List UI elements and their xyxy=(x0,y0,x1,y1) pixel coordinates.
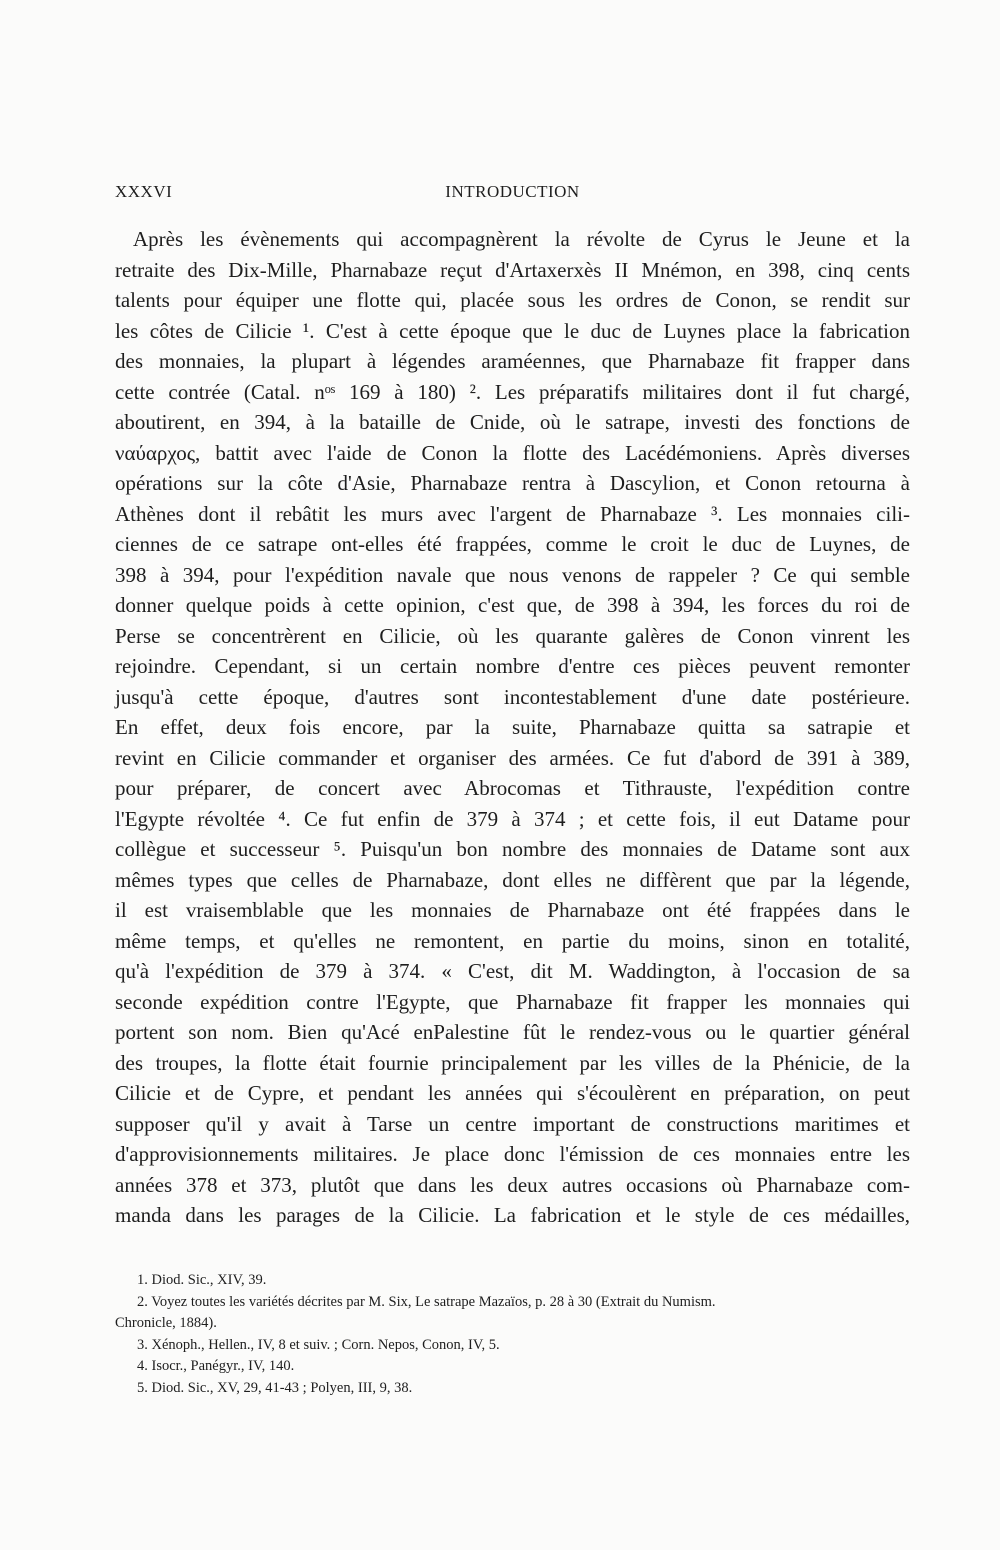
text-line: manda dans les parages de la Cilicie. La fabrication et le style de ces médailles, xyxy=(115,1203,910,1227)
text-line: aboutirent, en 394, à la bataille de Cnide, où le satrape, investi des fonctions de xyxy=(115,410,910,434)
text-line: donner quelque poids à cette opinion, c'est que, de 398 à 394, les forces du roi de xyxy=(115,593,910,617)
page-number: XXXVI xyxy=(115,182,173,201)
text-line: Perse se concentrèrent en Cilicie, où les quarante galères de Conon vinrent les xyxy=(115,623,910,648)
footnote: 2. Voyez toutes les variétés décrites par M. Six, Le satrape Mazaïos, p. 28 à 30 (Extrait du Numism. xyxy=(137,1293,716,1310)
footnote: 3. Xénoph., Hellen., IV, 8 et suiv. ; Corn. Nepos, Conon, IV, 5. xyxy=(137,1336,500,1353)
text-line: il est vraisemblable que les monnaies de Pharnabaze ont été frappées dans le xyxy=(115,898,910,922)
text-line: opérations sur la côte d'Asie, Pharnabaze rentra à Dascylion, et Conon retourna à xyxy=(115,471,910,495)
text-line: des monnaies, la plupart à légendes araméennes, que Pharnabaze fit frapper dans xyxy=(115,349,910,373)
page-title: INTRODUCTION xyxy=(445,182,580,201)
footnotes xyxy=(115,1270,910,1399)
text-line: d'approvisionnements militaires. Je place donc l'émission de ces monnaies entre les xyxy=(115,1142,910,1166)
text-line: Après les évènements qui accompagnèrent la révolte de Cyrus le Jeune et la xyxy=(133,227,910,251)
text-line: cette contrée (Catal. nᵒˢ 169 à 180) ². Les préparatifs militaires dont il fut chargé, xyxy=(115,379,910,404)
text-line: Athènes dont il rebâtit les murs avec l'argent de Pharnabaze ³. Les monnaies cili- xyxy=(115,501,910,526)
text-line: pour préparer, de concert avec Abrocomas et Tithrauste, l'expédition contre xyxy=(115,776,910,800)
text-line: qu'à l'expédition de 379 à 374. « C'est, dit M. Waddington, à l'occasion de sa xyxy=(115,959,910,983)
text-line: seconde expédition contre l'Egypte, que Pharnabaze fit frapper les monnaies qui xyxy=(115,989,910,1014)
text-line: supposer qu'il y avait à Tarse un centre important de constructions maritimes et xyxy=(115,1111,910,1136)
text-line: collègue et successeur ⁵. Puisqu'un bon nombre des monnaies de Datame sont aux xyxy=(115,837,910,861)
body-text xyxy=(115,224,910,1231)
text-line: ciennes de ce satrape ont-elles été frappées, comme le croit le duc de Luynes, de xyxy=(115,532,910,556)
running-head xyxy=(115,182,910,206)
text-line: portent son nom. Bien qu'Acé enPalestine fût le rendez-vous ou le quartier général xyxy=(115,1020,910,1044)
text-line: années 378 et 373, plutôt que dans les deux autres occasions où Pharnabaze com- xyxy=(115,1172,910,1197)
text-line: En effet, deux fois encore, par la suite, Pharnabaze quitta sa satrapie et xyxy=(115,715,910,739)
footnote-continuation: Chronicle, 1884). xyxy=(115,1315,217,1331)
text-line: ναύαρχος, battit avec l'aide de Conon la flotte des Lacédémoniens. Après diverses xyxy=(115,440,910,465)
footnote: 1. Diod. Sic., XIV, 39. xyxy=(137,1272,267,1288)
footnote: 5. Diod. Sic., XV, 29, 41-43 ; Polyen, III, 9, 38. xyxy=(137,1379,413,1396)
text-line: mêmes types que celles de Pharnabaze, dont elles ne diffèrent que par la légende, xyxy=(115,867,910,892)
text-line: même temps, et qu'elles ne remontent, en partie du moins, sinon en totalité, xyxy=(115,928,910,953)
text-line: retraite des Dix-Mille, Pharnabaze reçut d'Artaxerxès II Mnémon, en 398, cinq cents xyxy=(115,257,910,282)
text-line: l'Egypte révoltée ⁴. Ce fut enfin de 379 à 374 ; et cette fois, il eut Datame pour xyxy=(115,806,910,831)
text-line: des troupes, la flotte était fournie principalement par les villes de la Phénicie, de la xyxy=(115,1050,910,1075)
text-line: talents pour équiper une flotte qui, placée sous les ordres de Conon, se rendit sur xyxy=(115,288,910,312)
text-line: revint en Cilicie commander et organiser des armées. Ce fut d'abord de 391 à 389, xyxy=(115,745,910,770)
text-line: 398 à 394, pour l'expédition navale que nous venons de rappeler ? Ce qui semble xyxy=(115,562,910,587)
text-line: Cilicie et de Cypre, et pendant les années qui s'écoulèrent en préparation, on peut xyxy=(115,1081,910,1105)
footnote: 4. Isocr., Panégyr., IV, 140. xyxy=(137,1358,295,1374)
text-line: jusqu'à cette époque, d'autres sont incontestablement d'une date postérieure. xyxy=(115,684,910,709)
text-line: rejoindre. Cependant, si un certain nombre d'entre ces pièces peuvent remonter xyxy=(115,654,910,678)
text-line: les côtes de Cilicie ¹. C'est à cette époque que le duc de Luynes place la fabrication xyxy=(115,318,910,343)
